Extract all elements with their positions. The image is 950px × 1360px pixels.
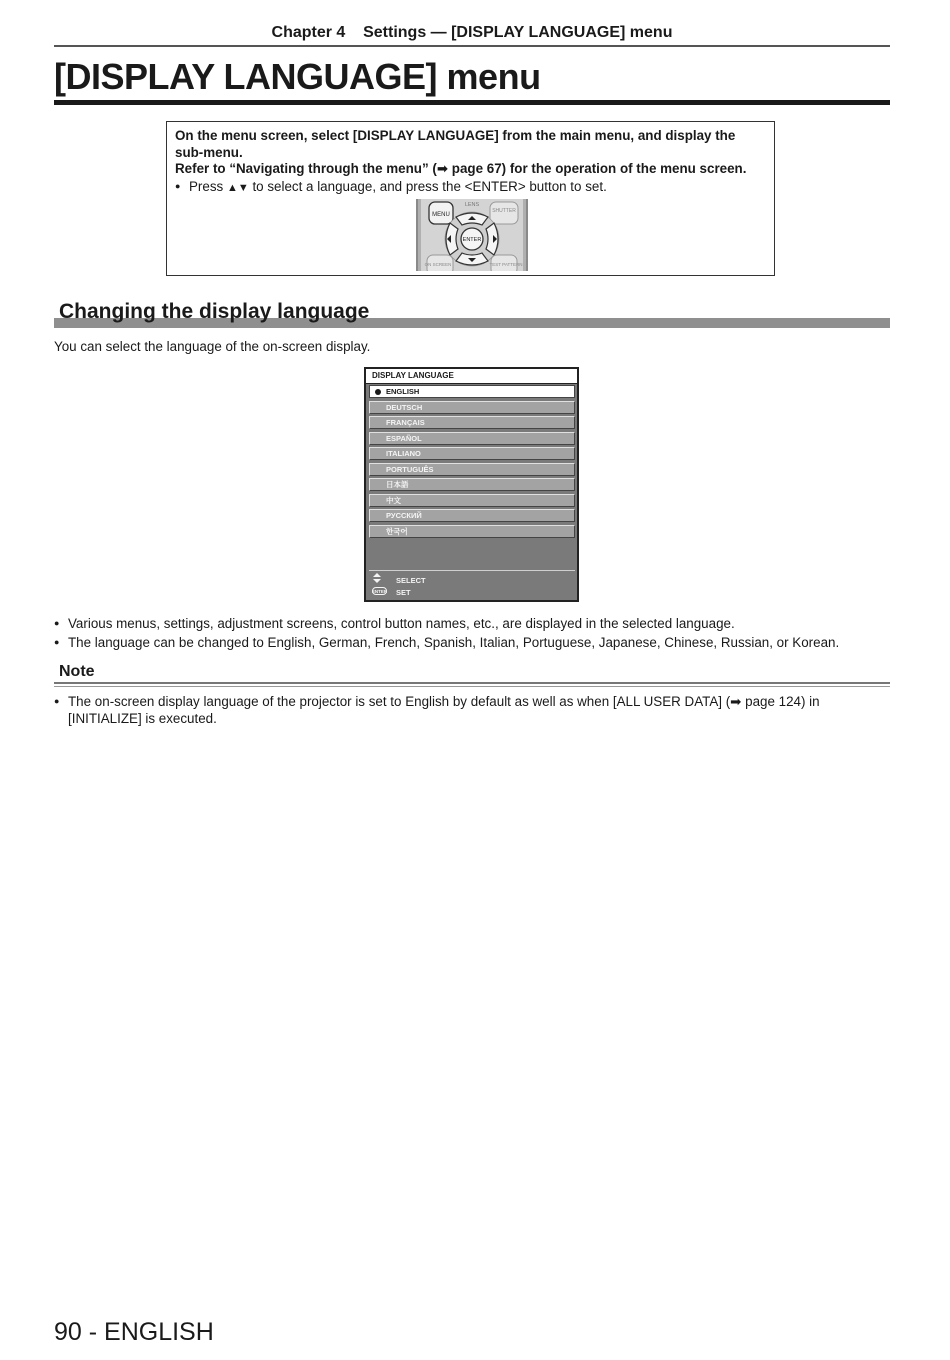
instruction-line-2: Refer to “Navigating through the menu” (➡ page 67) for the operation of the menu screen.	[175, 161, 747, 176]
instruction-bullet	[175, 178, 766, 197]
instruction-bullet-pre: Press	[189, 178, 227, 194]
osd-guide-select	[372, 573, 572, 585]
note-body	[54, 693, 824, 727]
remote-lens-label: LENS	[464, 202, 480, 208]
note-text: ● The on-screen display language of the projector is set to English by default as well as when [ALL USER DATA] (➡ page 124) in [INITIALIZE] is executed.	[54, 693, 824, 727]
bullet-item: ● Various menus, settings, adjustment screens, control button names, etc., are displayed in the selected language.	[54, 614, 890, 633]
osd-language-item: ESPAÑOL	[369, 432, 575, 445]
osd-language-item: 中文	[369, 494, 575, 507]
osd-language-item: FRANÇAIS	[369, 416, 575, 429]
section-intro: You can select the language of the on-screen display.	[54, 339, 371, 354]
osd-language-item: PORTUGUÊS	[369, 463, 575, 476]
up-down-arrows-icon: ▲▼	[226, 181, 249, 194]
instruction-bullet-post: to select a language, and press the <ENTER> button to set.	[248, 178, 607, 194]
osd-language-item: ITALIANO	[369, 447, 575, 460]
title-rule	[54, 100, 890, 105]
bullet-item: ● The language can be changed to English, German, French, Spanish, Italian, Portuguese, Japanese, Chinese, Russian, or Korean.	[54, 633, 890, 652]
bullet-list	[54, 614, 890, 652]
osd-guide-set	[372, 587, 572, 597]
osd-language-item: 日本語	[369, 478, 575, 491]
select-arrows-icon	[372, 573, 388, 585]
osd-guide-select-label: SELECT	[396, 576, 426, 585]
instruction-line-1: On the menu screen, select [DISPLAY LANGUAGE] from the main menu, and display the sub-menu.	[175, 128, 736, 160]
page-footer: 90 - ENGLISH	[54, 1318, 214, 1346]
remote-control-illustration	[416, 199, 528, 271]
osd-menu-screenshot	[364, 367, 579, 602]
chapter-rule	[54, 45, 890, 47]
enter-icon	[372, 587, 388, 597]
osd-guide-set-label: SET	[396, 588, 411, 597]
note-heading: Note	[59, 663, 95, 680]
osd-language-item: DEUTSCH	[369, 401, 575, 414]
osd-language-item: 한국어	[369, 525, 575, 538]
osd-enter-glyph-label: ENTER	[372, 589, 387, 594]
osd-divider	[369, 570, 575, 571]
note-rule-thin	[54, 686, 890, 687]
remote-enter-label: ENTER	[462, 237, 482, 243]
remote-shutter-label: SHUTTER	[492, 208, 516, 214]
section-heading: Changing the display language	[59, 300, 370, 323]
remote-test-pattern-label: TEST PATTERN	[489, 262, 523, 267]
page-title: [DISPLAY LANGUAGE] menu	[54, 56, 541, 97]
osd-title: DISPLAY LANGUAGE	[366, 369, 577, 384]
osd-language-list	[369, 385, 575, 540]
remote-on-screen-label: ON SCREEN	[424, 262, 452, 267]
chapter-header: Chapter 4 Settings — [DISPLAY LANGUAGE] menu	[271, 24, 673, 41]
remote-menu-label: MENU	[432, 212, 450, 218]
osd-language-item: РУССКИЙ	[369, 509, 575, 522]
osd-language-item: ENGLISH	[369, 385, 575, 398]
note-rule	[54, 682, 890, 684]
